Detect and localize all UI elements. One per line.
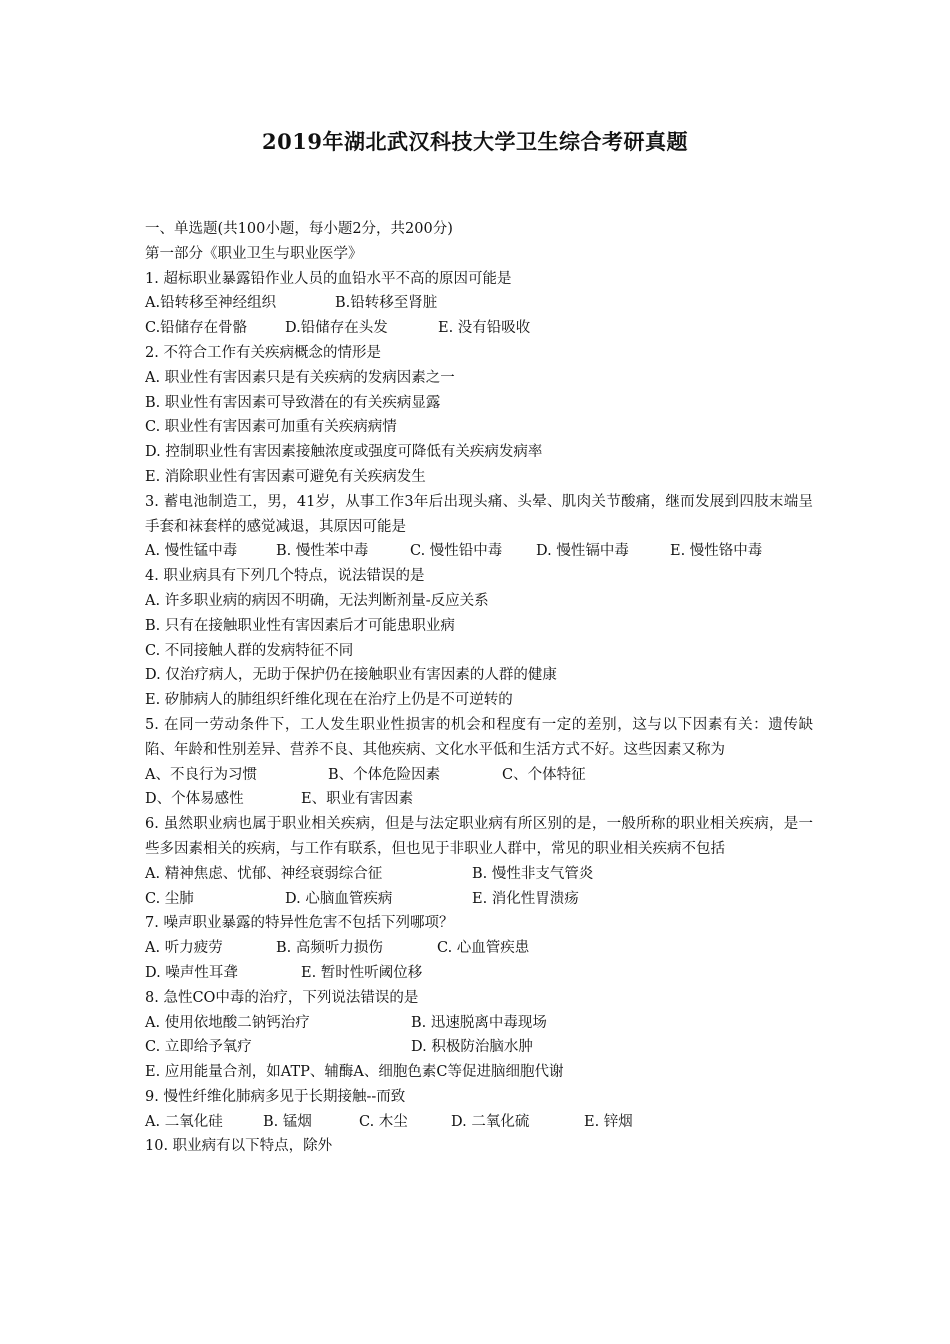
option-c: C. 立即给予氧疗 — [145, 1039, 252, 1056]
option-d: D、个体易感性 — [145, 791, 244, 808]
part-heading: 第一部分《职业卫生与职业医学》 — [145, 245, 363, 262]
question-10-stem: 10. 职业病有以下特点，除外 — [145, 1138, 333, 1155]
question-1-stem: 1. 超标职业暴露铅作业人员的血铅水平不高的原因可能是 — [145, 270, 512, 287]
option-e: E. 消除职业性有害因素可避免有关疾病发生 — [145, 468, 426, 485]
option-a: A. 职业性有害因素只是有关疾病的发病因素之一 — [145, 369, 455, 386]
question-9-stem: 9. 慢性纤维化肺病多见于长期接触--而致 — [145, 1088, 406, 1105]
option-e: E. 暂时性听阈位移 — [301, 964, 423, 981]
option-c: C. 职业性有害因素可加重有关疾病病情 — [145, 419, 397, 436]
option-b: B. 职业性有害因素可导致潜在的有关疾病显露 — [145, 394, 441, 411]
question-3-options — [145, 539, 813, 564]
question-6-stem: 6. 虽然职业病也属于职业相关疾病，但是与法定职业病有所区别的是，一般所称的职业相关疾病，是一些多因素相关的疾病，与工作有联系，但也见于非职业人群中，常见的职业相关疾病不包括 — [145, 816, 813, 857]
option-c: C. 尘肺 — [145, 890, 194, 907]
option-a: A. 精神焦虑、忧郁、神经衰弱综合征 — [145, 865, 383, 882]
option-d: D. 仅治疗病人，无助于保护仍在接触职业有害因素的人群的健康 — [145, 667, 557, 684]
question-7-options-row-1 — [145, 936, 813, 961]
option-a: A.铅转移至神经组织 — [145, 295, 277, 312]
question-5-options-row-1 — [145, 763, 813, 788]
option-c: C.铅储存在骨骼 — [145, 320, 248, 337]
option-d: D.铅储存在头发 — [285, 320, 388, 337]
question-3-stem: 3. 蓄电池制造工，男，41岁，从事工作3年后出现头痛、头晕、肌肉关节酸痛，继而发展到四肢末端呈手套和袜套样的感觉减退，其原因可能是 — [145, 493, 813, 535]
question-7-stem: 7. 噪声职业暴露的特异性危害不包括下列哪项？ — [145, 915, 454, 932]
question-6-options-row-1 — [145, 862, 813, 887]
option-d: D. 积极防治脑水肿 — [411, 1039, 533, 1056]
question-9-options — [145, 1110, 813, 1135]
option-b: B. 慢性苯中毒 — [276, 543, 369, 560]
question-5-stem: 5. 在同一劳动条件下，工人发生职业性损害的机会和程度有一定的差别，这与以下因素有关：遗传缺陷、年龄和性别差异、营养不良、其他疾病、文化水平低和生活方式不好。这些因素又称为 — [145, 716, 813, 758]
option-a: A. 二氧化硅 — [145, 1113, 223, 1130]
option-e: E. 消化性胃溃疡 — [472, 890, 579, 907]
option-e: E、职业有害因素 — [301, 791, 414, 808]
option-b: B. 慢性非支气管炎 — [472, 865, 594, 882]
option-c: C. 心血管疾患 — [437, 940, 530, 957]
option-e: E. 矽肺病人的肺组织纤维化现在在治疗上仍是不可逆转的 — [145, 692, 513, 709]
option-d: D. 慢性镉中毒 — [536, 543, 629, 560]
question-1-options-row-1 — [145, 291, 813, 316]
option-c: C. 不同接触人群的发病特征不同 — [145, 642, 354, 659]
option-e: E. 慢性铬中毒 — [670, 543, 763, 560]
option-d: D. 心脑血管疾病 — [285, 890, 393, 907]
option-b: B. 锰烟 — [263, 1113, 312, 1130]
option-d: D. 二氧化硫 — [451, 1113, 530, 1130]
question-6-options-row-2 — [145, 887, 813, 912]
option-a: A. 听力疲劳 — [145, 940, 223, 957]
option-d: D. 控制职业性有害因素接触浓度或强度可降低有关疾病发病率 — [145, 444, 543, 461]
option-e: E. 应用能量合剂，如ATP、辅酶A、细胞色素C等促进脑细胞代谢 — [145, 1064, 564, 1081]
option-a: A、不良行为习惯 — [145, 766, 257, 783]
option-b: B、个体危险因素 — [328, 766, 441, 783]
option-a: A. 慢性锰中毒 — [145, 543, 238, 560]
option-e: E. 锌烟 — [584, 1113, 633, 1130]
option-a: A. 许多职业病的病因不明确，无法判断剂量-反应关系 — [145, 592, 489, 609]
question-8-options-row-2 — [145, 1035, 813, 1060]
section-heading: 一、单选题(共100小题，每小题2分，共200分) — [145, 221, 453, 237]
option-c: C. 木尘 — [359, 1113, 408, 1130]
page-title: 2019年湖北武汉科技大学卫生综合考研真题 — [262, 129, 688, 154]
option-e: E. 没有铅吸收 — [438, 320, 531, 337]
option-a: A. 使用依地酸二钠钙治疗 — [145, 1014, 310, 1031]
option-b: B. 只有在接触职业性有害因素后才可能患职业病 — [145, 617, 455, 634]
question-5-options-row-2 — [145, 787, 813, 812]
question-7-options-row-2 — [145, 961, 813, 986]
question-2-stem: 2. 不符合工作有关疾病概念的情形是 — [145, 344, 381, 361]
question-8-options-row-1 — [145, 1011, 813, 1036]
option-c: C. 慢性铅中毒 — [410, 543, 503, 560]
option-b: B. 迅速脱离中毒现场 — [411, 1014, 547, 1031]
question-4-stem: 4. 职业病具有下列几个特点，说法错误的是 — [145, 568, 425, 585]
option-b: B.铅转移至肾脏 — [335, 295, 438, 312]
question-list — [145, 217, 813, 1159]
question-1-options-row-2 — [145, 316, 813, 341]
question-8-stem: 8. 急性CO中毒的治疗，下列说法错误的是 — [145, 989, 419, 1006]
option-c: C、个体特征 — [502, 766, 586, 783]
option-d: D. 噪声性耳聋 — [145, 964, 238, 981]
option-b: B. 高频听力损伤 — [276, 940, 383, 957]
